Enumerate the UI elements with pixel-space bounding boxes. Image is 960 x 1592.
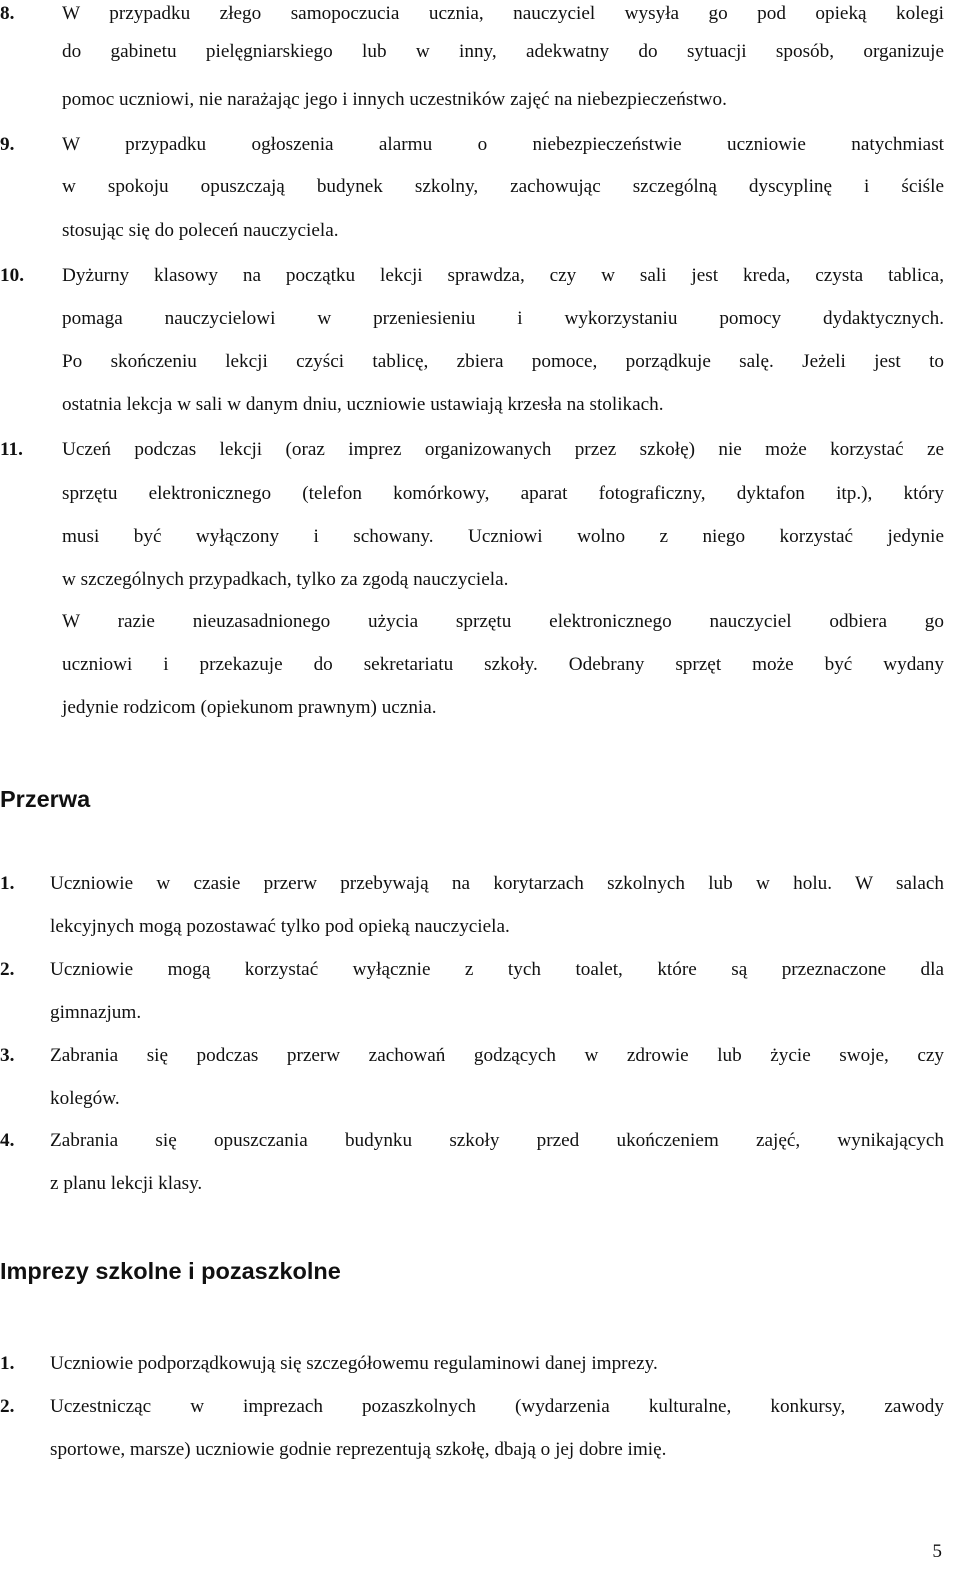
item-text-line: Dyżurny klasowy na początku lekcji sprawdza, czy w sali jest kreda, czysta tablica, [62, 265, 944, 286]
item-text-line: uczniowi i przekazuje do sekretariatu szkoły. Odebrany sprzęt może być wydany [62, 654, 944, 675]
item-text-line: ostatnia lekcja w sali w danym dniu, uczniowie ustawiają krzesła na stolikach. [62, 394, 664, 415]
item-number: 1. [0, 873, 15, 894]
item-text-line: Uczniowie podporządkowują się szczegółowemu regulaminowi danej imprezy. [50, 1353, 658, 1374]
item-text-line: Zabrania się opuszczania budynku szkoły przed ukończeniem zajęć, wynikających [50, 1130, 944, 1151]
item-text-line: w szczególnych przypadkach, tylko za zgodą nauczyciela. [62, 569, 509, 590]
page-number: 5 [932, 1541, 942, 1562]
item-text-line: lekcyjnych mogą pozostawać tylko pod opieką nauczyciela. [50, 916, 510, 937]
item-text-line: Po skończeniu lekcji czyści tablicę, zbiera pomoce, porządkuje salę. Jeżeli jest to [62, 351, 944, 372]
item-text-line: pomoc uczniowi, nie narażając jego i innych uczestników zajęć na niebezpieczeństwo. [62, 89, 727, 110]
item-text-line: W przypadku złego samopoczucia ucznia, nauczyciel wysyła go pod opieką kolegi [62, 3, 944, 24]
item-number: 10. [0, 265, 24, 286]
item-number: 8. [0, 3, 15, 24]
item-text-line: jedynie rodzicom (opiekunom prawnym) ucznia. [62, 697, 437, 718]
item-text-line: Uczestnicząc w imprezach pozaszkolnych (wydarzenia kulturalne, konkursy, zawody [50, 1396, 944, 1417]
item-number: 1. [0, 1353, 15, 1374]
item-text-line: Uczniowie mogą korzystać wyłącznie z tych toalet, które są przeznaczone dla [50, 959, 944, 980]
item-text-line: sportowe, marsze) uczniowie godnie reprezentują szkołę, dbają o jej dobre imię. [50, 1439, 667, 1460]
item-text-line: w spokoju opuszczają budynek szkolny, zachowując szczególną dyscyplinę i ściśle [62, 176, 944, 197]
item-text-line: Uczeń podczas lekcji (oraz imprez organizowanych przez szkołę) nie może korzystać ze [62, 439, 944, 460]
item-number: 11. [0, 439, 23, 460]
item-text-line: z planu lekcji klasy. [50, 1173, 203, 1194]
item-text-line: gimnazjum. [50, 1002, 142, 1023]
item-text-line: stosując się do poleceń nauczyciela. [62, 220, 339, 241]
item-text-line: musi być wyłączony i schowany. Uczniowi wolno z niego korzystać jedynie [62, 526, 944, 547]
item-text-line: sprzętu elektronicznego (telefon komórkowy, aparat fotograficzny, dyktafon itp.), który [62, 483, 944, 504]
item-number: 2. [0, 959, 15, 980]
item-text-line: Zabrania się podczas przerw zachowań godzących w zdrowie lub życie swoje, czy [50, 1045, 944, 1066]
section-heading-przerwa: Przerwa [0, 786, 91, 812]
item-number: 4. [0, 1130, 15, 1151]
item-number: 9. [0, 134, 15, 155]
item-text-line: do gabinetu pielęgniarskiego lub w inny, adekwatny do sytuacji sposób, organizuje [62, 41, 944, 62]
item-text-line: pomaga nauczycielowi w przeniesieniu i wykorzystaniu pomocy dydaktycznych. [62, 308, 944, 329]
item-number: 3. [0, 1045, 15, 1066]
item-text-line: Uczniowie w czasie przerw przebywają na korytarzach szkolnych lub w holu. W salach [50, 873, 944, 894]
item-text-line: kolegów. [50, 1088, 120, 1109]
section-heading-imprezy: Imprezy szkolne i pozaszkolne [0, 1258, 341, 1284]
item-number: 2. [0, 1396, 15, 1417]
item-text-line: W razie nieuzasadnionego użycia sprzętu elektronicznego nauczyciel odbiera go [62, 611, 944, 632]
item-text-line: W przypadku ogłoszenia alarmu o niebezpieczeństwie uczniowie natychmiast [62, 134, 944, 155]
